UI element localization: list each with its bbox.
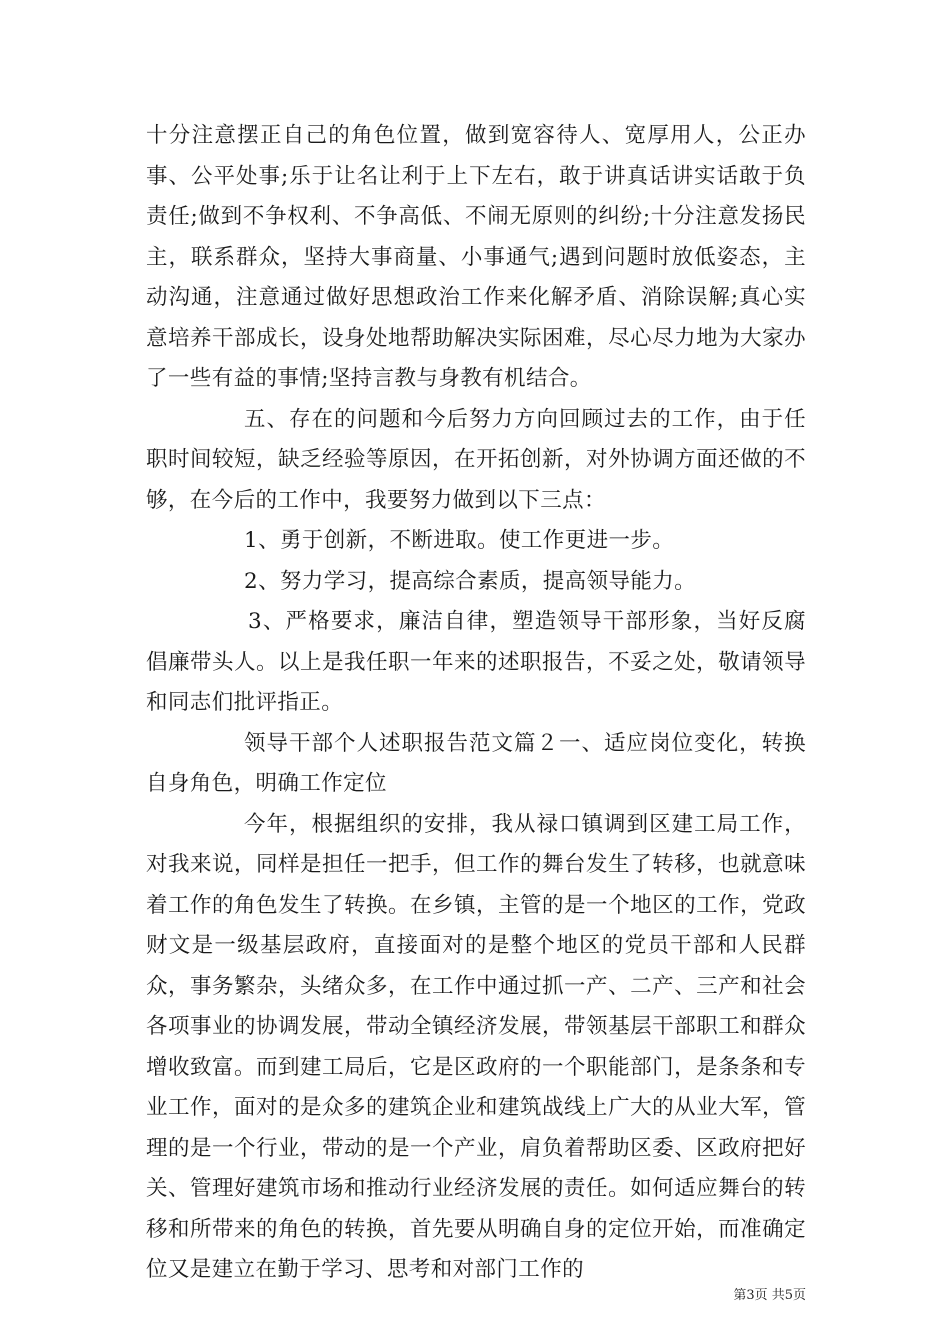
page-number: 第3页 共5页 xyxy=(733,1288,806,1303)
document-body xyxy=(146,116,806,1291)
list-item-innovation: 1、勇于创新，不断进取。使工作更进一步。 xyxy=(244,528,675,553)
list-item-study: 2、努力学习，提高综合素质，提高领导能力。 xyxy=(244,568,697,594)
paragraph-role-position: 十分注意摆正自己的角色位置，做到宽容待人、宽厚用人，公正办事、公平处事;乐于让名让利于上下左右，敢于讲真话讲实话敢于负责任;做到不争权利、不争高低、不闹无原则的纠纷;十分注意发扬民主，联系群众，坚持大事商量、小事通气;遇到问题时放低姿态，主动沟通，注意通过做好思想政治工作来化解矛盾、消除误解;真心实意培养干部成长，设身处地帮助解决实际困难，尽心尽力地为大家办了一些有益的事情;坚持言教与身教有机结合。 xyxy=(146,123,806,391)
paragraph-job-transfer: 今年，根据组织的安排，我从禄口镇调到区建工局工作，对我来说，同样是担任一把手，但工作的舞台发生了转移，也就意味着工作的角色发生了转换。在乡镇，主管的是一个地区的工作，党政财文是一级基层政府，直接面对的是整个地区的党员干部和人民群众，事务繁杂，头绪众多，在工作中通过抓一产、二产、三产和社会各项事业的协调发展，带动全镇经济发展，带领基层干部职工和群众增收致富。而到建工局后，它是区政府的一个职能部门，是条条和专业工作，面对的是众多的建筑企业和建筑战线上广大的从业大军，管理的是一个行业，带动的是一个产业，肩负着帮助区委、区政府把好关、管理好建筑市场和推动行业经济发展的责任。如何适应舞台的转移和所带来的角色的转换，首先要从明确自身的定位开始，而准确定位又是建立在勤于学习、思考和对部门工作的 xyxy=(146,811,806,1282)
paragraph-problems-direction: 五、存在的问题和今后努力方向回顾过去的工作，由于任职时间较短，缺乏经验等原因，在开拓创新，对外协调方面还做的不够，在今后的工作中，我要努力做到以下三点： xyxy=(146,406,806,513)
list-item-discipline: 3、严格要求，廉洁自律，塑造领导干部形象，当好反腐倡廉带头人。以上是我任职一年来的述职报告，不妥之处，敬请领导和同志们批评指正。 xyxy=(146,609,806,715)
section-heading-report-2: 领导干部个人述职报告范文篇２一、适应岗位变化，转换自身角色，明确工作定位 xyxy=(146,730,806,796)
